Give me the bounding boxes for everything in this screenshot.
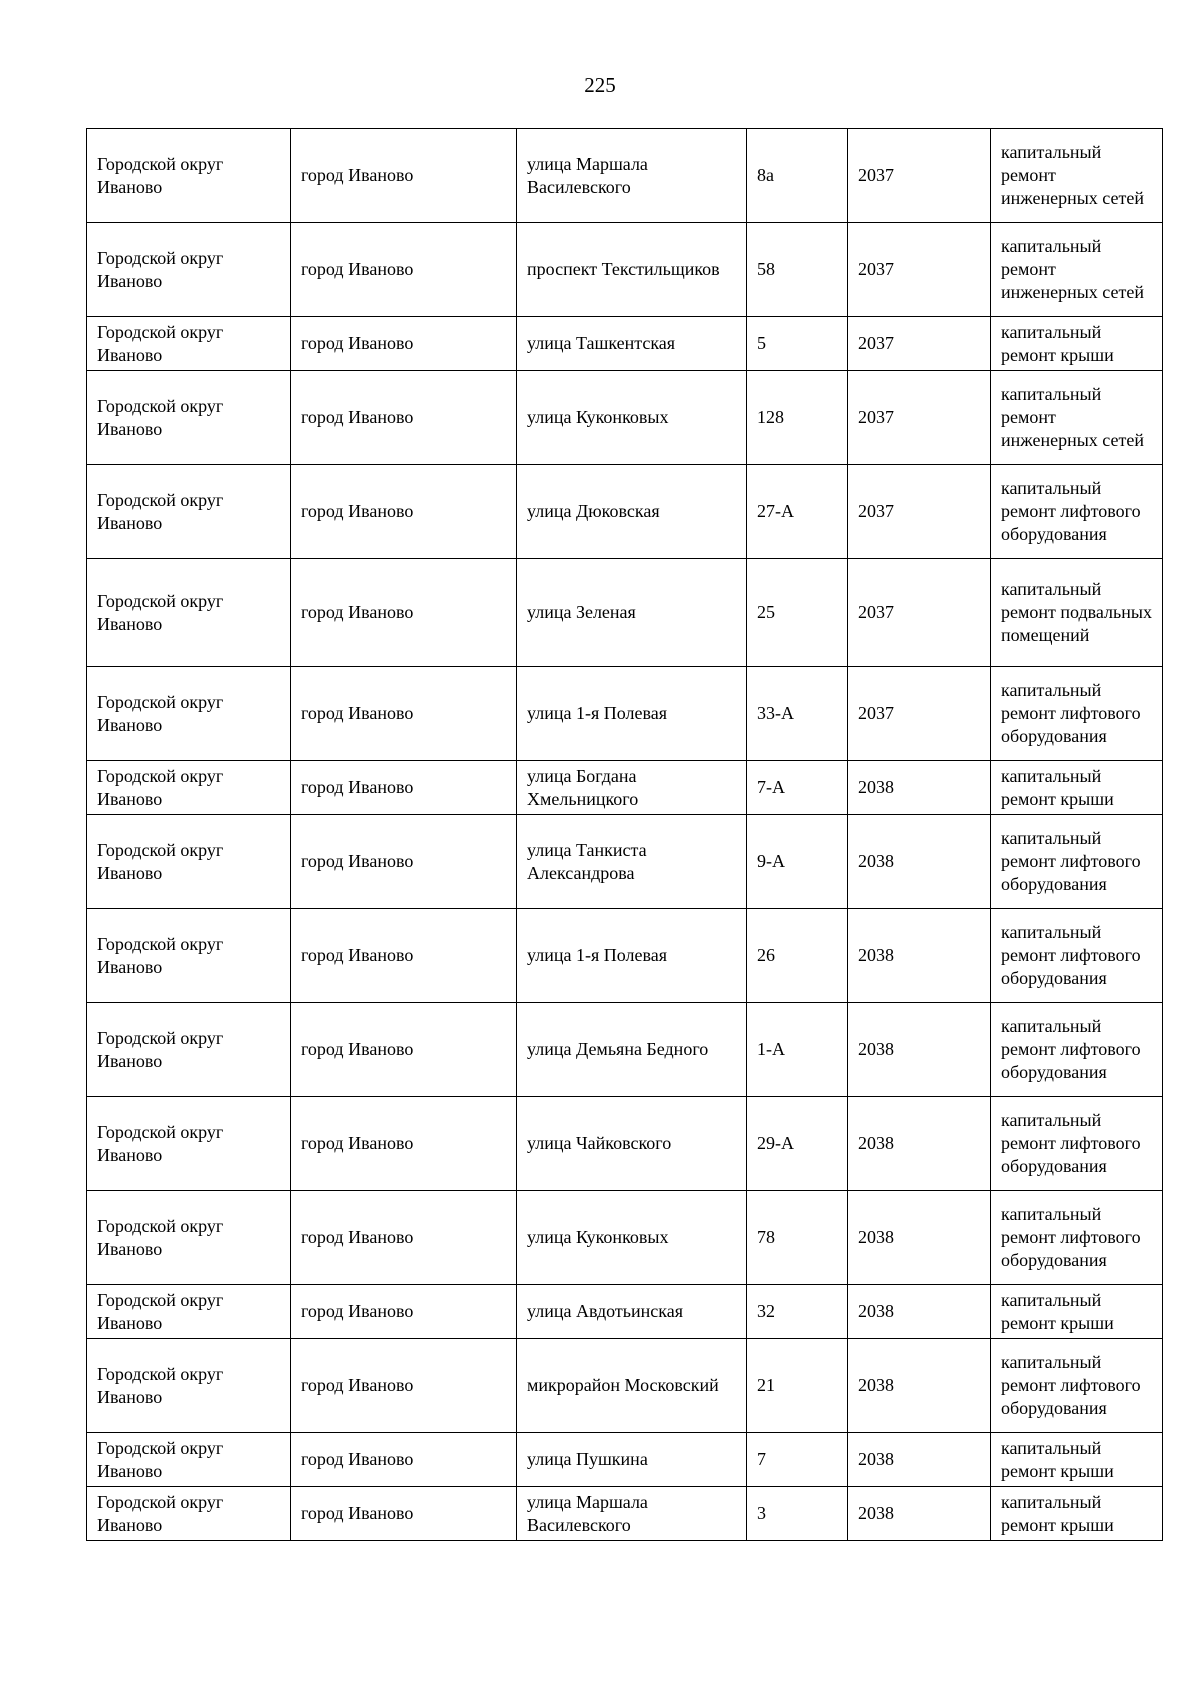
city-cell: город Иваново	[291, 1003, 517, 1097]
year-cell: 2038	[848, 815, 991, 909]
district-cell: Городской округ Иваново	[87, 1285, 291, 1339]
table-row	[87, 815, 1163, 909]
table-row	[87, 761, 1163, 815]
city-cell: город Иваново	[291, 761, 517, 815]
year-cell: 2037	[848, 559, 991, 667]
house-cell: 26	[747, 909, 848, 1003]
district-cell: Городской округ Иваново	[87, 559, 291, 667]
district-cell: Городской округ Иваново	[87, 129, 291, 223]
street-cell: улица Богдана Хмельницкого	[517, 761, 747, 815]
year-cell: 2038	[848, 1003, 991, 1097]
street-cell: улица Куконковых	[517, 371, 747, 465]
house-cell: 128	[747, 371, 848, 465]
table-row	[87, 465, 1163, 559]
street-cell: улица Ташкентская	[517, 317, 747, 371]
city-cell: город Иваново	[291, 667, 517, 761]
street-cell: улица Дюковская	[517, 465, 747, 559]
district-cell: Городской округ Иваново	[87, 371, 291, 465]
street-cell: улица Танкиста Александрова	[517, 815, 747, 909]
street-cell: улица Демьяна Бедного	[517, 1003, 747, 1097]
house-cell: 25	[747, 559, 848, 667]
work-type-cell: капитальный ремонт крыши	[991, 1433, 1163, 1487]
street-cell: улица Маршала Василевского	[517, 1487, 747, 1541]
year-cell: 2037	[848, 317, 991, 371]
house-cell: 9-А	[747, 815, 848, 909]
city-cell: город Иваново	[291, 1433, 517, 1487]
work-type-cell: капитальный ремонт лифтового оборудования	[991, 815, 1163, 909]
district-cell: Городской округ Иваново	[87, 667, 291, 761]
street-cell: проспект Текстильщиков	[517, 223, 747, 317]
year-cell: 2038	[848, 1097, 991, 1191]
city-cell: город Иваново	[291, 317, 517, 371]
work-type-cell: капитальный ремонт инженерных сетей	[991, 129, 1163, 223]
district-cell: Городской округ Иваново	[87, 761, 291, 815]
house-cell: 29-А	[747, 1097, 848, 1191]
district-cell: Городской округ Иваново	[87, 1433, 291, 1487]
table-row	[87, 1191, 1163, 1285]
street-cell: улица 1-я Полевая	[517, 909, 747, 1003]
work-type-cell: капитальный ремонт лифтового оборудования	[991, 1339, 1163, 1433]
table-row	[87, 129, 1163, 223]
table-row	[87, 1433, 1163, 1487]
year-cell: 2038	[848, 909, 991, 1003]
city-cell: город Иваново	[291, 1097, 517, 1191]
year-cell: 2038	[848, 761, 991, 815]
work-type-cell: капитальный ремонт подвальных помещений	[991, 559, 1163, 667]
district-cell: Городской округ Иваново	[87, 1097, 291, 1191]
year-cell: 2038	[848, 1285, 991, 1339]
year-cell: 2037	[848, 371, 991, 465]
house-cell: 3	[747, 1487, 848, 1541]
city-cell: город Иваново	[291, 1487, 517, 1541]
house-cell: 32	[747, 1285, 848, 1339]
work-type-cell: капитальный ремонт лифтового оборудования	[991, 1191, 1163, 1285]
year-cell: 2037	[848, 667, 991, 761]
street-cell: микрорайон Московский	[517, 1339, 747, 1433]
district-cell: Городской округ Иваново	[87, 1339, 291, 1433]
house-cell: 1-А	[747, 1003, 848, 1097]
district-cell: Городской округ Иваново	[87, 223, 291, 317]
house-cell: 78	[747, 1191, 848, 1285]
work-type-cell: капитальный ремонт лифтового оборудования	[991, 1003, 1163, 1097]
city-cell: город Иваново	[291, 909, 517, 1003]
house-cell: 58	[747, 223, 848, 317]
table-row	[87, 1285, 1163, 1339]
work-type-cell: капитальный ремонт лифтового оборудования	[991, 667, 1163, 761]
work-type-cell: капитальный ремонт лифтового оборудования	[991, 1097, 1163, 1191]
table-row	[87, 909, 1163, 1003]
street-cell: улица Маршала Василевского	[517, 129, 747, 223]
year-cell: 2038	[848, 1433, 991, 1487]
year-cell: 2038	[848, 1487, 991, 1541]
year-cell: 2038	[848, 1191, 991, 1285]
city-cell: город Иваново	[291, 371, 517, 465]
table-row	[87, 1097, 1163, 1191]
table-row	[87, 667, 1163, 761]
city-cell: город Иваново	[291, 465, 517, 559]
district-cell: Городской округ Иваново	[87, 317, 291, 371]
page-number: 225	[584, 73, 616, 97]
street-cell: улица Зеленая	[517, 559, 747, 667]
district-cell: Городской округ Иваново	[87, 465, 291, 559]
city-cell: город Иваново	[291, 1285, 517, 1339]
city-cell: город Иваново	[291, 223, 517, 317]
house-cell: 21	[747, 1339, 848, 1433]
house-cell: 7	[747, 1433, 848, 1487]
district-cell: Городской округ Иваново	[87, 815, 291, 909]
table-row	[87, 559, 1163, 667]
street-cell: улица Авдотьинская	[517, 1285, 747, 1339]
street-cell: улица 1-я Полевая	[517, 667, 747, 761]
city-cell: город Иваново	[291, 559, 517, 667]
table-row	[87, 223, 1163, 317]
work-type-cell: капитальный ремонт инженерных сетей	[991, 371, 1163, 465]
house-cell: 33-А	[747, 667, 848, 761]
work-type-cell: капитальный ремонт лифтового оборудования	[991, 465, 1163, 559]
year-cell: 2037	[848, 223, 991, 317]
work-type-cell: капитальный ремонт крыши	[991, 1487, 1163, 1541]
table-row	[87, 1339, 1163, 1433]
district-cell: Городской округ Иваново	[87, 1003, 291, 1097]
table-row	[87, 1487, 1163, 1541]
work-type-cell: капитальный ремонт инженерных сетей	[991, 223, 1163, 317]
table-row	[87, 1003, 1163, 1097]
city-cell: город Иваново	[291, 1339, 517, 1433]
work-type-cell: капитальный ремонт крыши	[991, 761, 1163, 815]
city-cell: город Иваново	[291, 129, 517, 223]
year-cell: 2037	[848, 129, 991, 223]
district-cell: Городской округ Иваново	[87, 1487, 291, 1541]
city-cell: город Иваново	[291, 815, 517, 909]
year-cell: 2037	[848, 465, 991, 559]
repair-schedule-table	[86, 128, 1163, 1541]
work-type-cell: капитальный ремонт лифтового оборудования	[991, 909, 1163, 1003]
district-cell: Городской округ Иваново	[87, 909, 291, 1003]
work-type-cell: капитальный ремонт крыши	[991, 1285, 1163, 1339]
year-cell: 2038	[848, 1339, 991, 1433]
work-type-cell: капитальный ремонт крыши	[991, 317, 1163, 371]
street-cell: улица Чайковского	[517, 1097, 747, 1191]
table-row	[87, 371, 1163, 465]
house-cell: 7-А	[747, 761, 848, 815]
district-cell: Городской округ Иваново	[87, 1191, 291, 1285]
city-cell: город Иваново	[291, 1191, 517, 1285]
street-cell: улица Пушкина	[517, 1433, 747, 1487]
house-cell: 27-А	[747, 465, 848, 559]
table-row	[87, 317, 1163, 371]
street-cell: улица Куконковых	[517, 1191, 747, 1285]
house-cell: 5	[747, 317, 848, 371]
house-cell: 8а	[747, 129, 848, 223]
